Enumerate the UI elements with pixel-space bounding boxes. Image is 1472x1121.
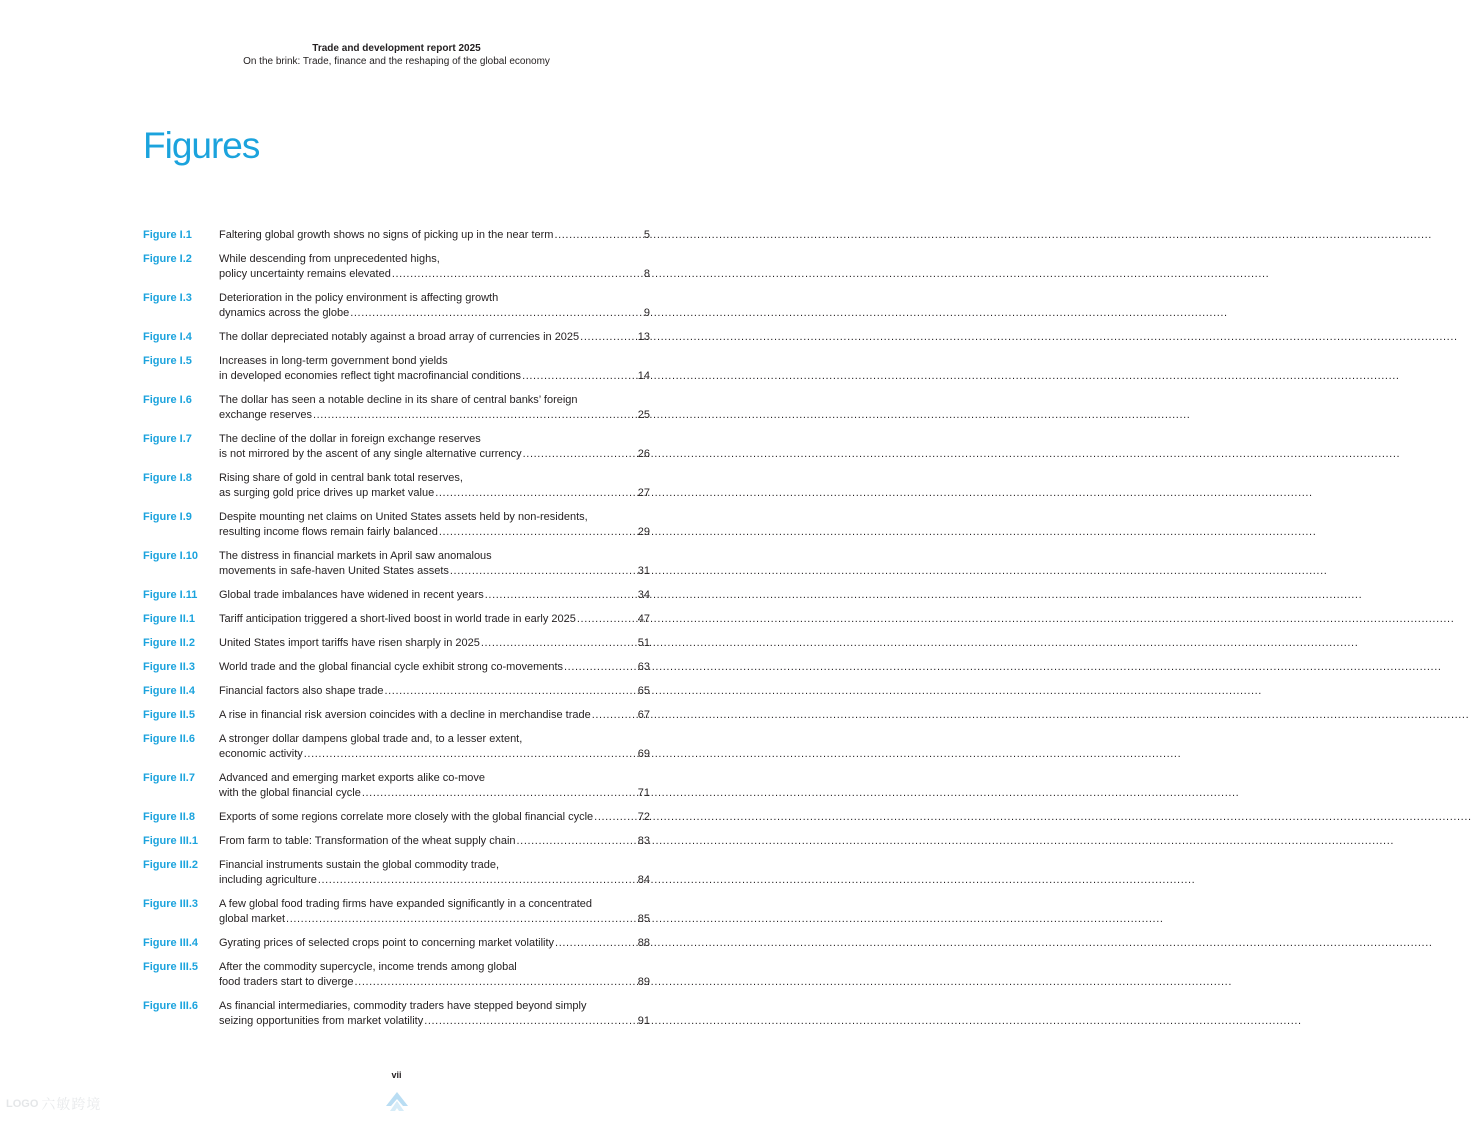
figure-title-text: in developed economies reflect tight macrofinancial conditions	[219, 370, 522, 382]
figure-entry-body	[219, 636, 650, 651]
figure-title-line	[219, 549, 650, 564]
figure-label: Figure I.4	[143, 331, 192, 343]
figure-entry-body	[219, 228, 650, 243]
figure-title-line	[219, 588, 650, 603]
figure-entry-body	[219, 549, 650, 579]
toc-entry[interactable]	[143, 354, 650, 384]
figure-title-line	[219, 330, 650, 345]
figure-label: Figure I.8	[143, 472, 192, 484]
dot-leader	[564, 660, 637, 675]
figure-title-text: As financial intermediaries, commodity traders have stepped beyond simply	[219, 1000, 587, 1012]
dot-leader	[592, 708, 637, 723]
figure-title-line	[219, 660, 650, 675]
toc-entry[interactable]	[143, 636, 650, 651]
figure-page-number[interactable]: 25	[637, 409, 650, 421]
figure-page-number[interactable]: 69	[637, 748, 650, 760]
figure-title-line	[219, 912, 650, 927]
figure-title-text: Despite mounting net claims on United States assets held by non-residents,	[219, 511, 588, 523]
figure-label: Figure II.5	[143, 709, 195, 721]
figure-title-line	[219, 747, 650, 762]
figure-entry-body	[219, 897, 650, 927]
figure-label: Figure II.1	[143, 613, 195, 625]
toc-entry[interactable]	[143, 510, 650, 540]
figure-title-text: The dollar depreciated notably against a broad array of currencies in 2025	[219, 331, 580, 343]
figure-title-line	[219, 786, 650, 801]
figure-title-text: as surging gold price drives up market value	[219, 487, 435, 499]
figure-page-number[interactable]: 65	[637, 685, 650, 697]
toc-entry[interactable]	[143, 708, 650, 723]
figure-page-number[interactable]: 71	[637, 787, 650, 799]
figure-page-number[interactable]: 63	[637, 661, 650, 673]
dot-leader	[362, 786, 637, 801]
page-header	[0, 43, 793, 68]
figure-entry-body	[219, 708, 650, 723]
dot-leader	[304, 747, 637, 762]
figure-entry-body	[219, 960, 650, 990]
figure-label: Figure II.8	[143, 811, 195, 823]
scroll-up-arrow-icon[interactable]	[384, 1090, 410, 1114]
toc-entry[interactable]	[143, 936, 650, 951]
dot-leader	[384, 684, 636, 699]
figure-label: Figure III.6	[143, 1000, 199, 1012]
toc-entry[interactable]	[143, 588, 650, 603]
figure-page-number[interactable]: 14	[637, 370, 650, 382]
figure-title-text: The decline of the dollar in foreign exchange reserves	[219, 433, 481, 445]
toc-entry[interactable]	[143, 897, 650, 927]
figure-title-line	[219, 810, 650, 825]
figure-page-number[interactable]: 13	[637, 331, 650, 343]
figure-title-line	[219, 510, 650, 525]
figure-label: Figure I.2	[143, 253, 192, 265]
dot-leader	[424, 1014, 637, 1029]
figure-page-number[interactable]: 67	[637, 709, 650, 721]
figure-page-number[interactable]: 31	[637, 565, 650, 577]
figure-title-text: The dollar has seen a notable decline in its share of central banks’ foreign	[219, 394, 578, 406]
toc-entry[interactable]	[143, 960, 650, 990]
figure-title-line	[219, 228, 650, 243]
figure-title-text: resulting income flows remain fairly balanced	[219, 526, 438, 538]
figure-label: Figure I.5	[143, 355, 192, 367]
figure-title-line	[219, 267, 650, 282]
figure-label: Figure I.7	[143, 433, 192, 445]
figure-label: Figure II.6	[143, 733, 195, 745]
dot-leader	[580, 330, 637, 345]
figure-title-text: economic activity	[219, 748, 303, 760]
figure-label: Figure II.3	[143, 661, 195, 673]
figure-entry-body	[219, 252, 650, 282]
toc-entry[interactable]	[143, 858, 650, 888]
toc-entry[interactable]	[143, 291, 650, 321]
toc-entry[interactable]	[143, 999, 650, 1029]
toc-entry[interactable]	[143, 732, 650, 762]
dot-leader	[450, 564, 637, 579]
figure-title-line	[219, 471, 650, 486]
dot-leader	[522, 369, 637, 384]
figure-title-text: Gyrating prices of selected crops point to concerning market volatility	[219, 937, 555, 949]
figure-title-text: Financial instruments sustain the global commodity trade,	[219, 859, 500, 871]
figure-page-number[interactable]: 5	[643, 229, 650, 241]
watermark	[6, 1094, 101, 1114]
dot-leader	[594, 810, 637, 825]
figure-label: Figure I.6	[143, 394, 192, 406]
figure-label: Figure I.1	[143, 229, 192, 241]
figure-page-number[interactable]: 26	[637, 448, 650, 460]
figure-title-text: is not mirrored by the ascent of any single alternative currency	[219, 448, 522, 460]
figure-label: Figure I.10	[143, 550, 199, 562]
figure-page-number[interactable]: 91	[637, 1015, 650, 1027]
figure-title-text: with the global financial cycle	[219, 787, 361, 799]
figure-entry-body	[219, 858, 650, 888]
toc-entry[interactable]	[143, 252, 650, 282]
toc-entry[interactable]	[143, 612, 650, 627]
watermark-text: 六敏跨境	[41, 1096, 102, 1112]
figure-title-line	[219, 291, 650, 306]
toc-entry[interactable]	[143, 393, 650, 423]
figure-title-text: dynamics across the globe	[219, 307, 350, 319]
toc-entry[interactable]	[143, 660, 650, 675]
toc-entry[interactable]	[143, 834, 650, 849]
figure-label: Figure III.1	[143, 835, 199, 847]
figures-list	[143, 228, 650, 1038]
figure-page-number[interactable]: 29	[637, 526, 650, 538]
toc-entry[interactable]	[143, 228, 650, 243]
figure-label: Figure I.3	[143, 292, 192, 304]
figure-title-text: policy uncertainty remains elevated	[219, 268, 391, 280]
figure-title-line	[219, 834, 650, 849]
figure-entry-body	[219, 471, 650, 501]
figure-title-line	[219, 369, 650, 384]
dot-leader	[286, 912, 637, 927]
figure-title-line	[219, 975, 650, 990]
figure-title-line	[219, 708, 650, 723]
toc-entry[interactable]	[143, 684, 650, 699]
figure-title-line	[219, 858, 650, 873]
figure-title-line	[219, 432, 650, 447]
figure-title-text: A few global food trading firms have expanded significantly in a concentrated	[219, 898, 593, 910]
figure-entry-body	[219, 999, 650, 1029]
dot-leader	[435, 486, 637, 501]
figure-entry-body	[219, 771, 650, 801]
report-subtitle: On the brink: Trade, finance and the reshaping of the global economy	[243, 56, 550, 67]
figure-entry-body	[219, 732, 650, 762]
figure-title-line	[219, 636, 650, 651]
toc-entry[interactable]	[143, 549, 650, 579]
figure-title-line	[219, 897, 650, 912]
dot-leader	[350, 306, 643, 321]
figure-title-text: Global trade imbalances have widened in recent years	[219, 589, 484, 601]
page-title: Figures	[143, 125, 260, 166]
figure-page-number[interactable]: 72	[637, 811, 650, 823]
figure-title-text: Exports of some regions correlate more closely with the global financial cycle	[219, 811, 594, 823]
figure-title-text: A rise in financial risk aversion coincides with a decline in merchandise trade	[219, 709, 591, 721]
figure-title-text: The distress in financial markets in April saw anomalous	[219, 550, 492, 562]
watermark-logo-icon: LOGO	[6, 1098, 39, 1110]
figure-title-line	[219, 306, 650, 321]
figure-entry-body	[219, 330, 650, 345]
figure-label: Figure II.2	[143, 637, 195, 649]
figure-title-line	[219, 447, 650, 462]
toc-entry[interactable]	[143, 432, 650, 462]
dot-leader	[577, 612, 637, 627]
figure-page-number[interactable]: 8	[643, 268, 650, 280]
figure-title-line	[219, 732, 650, 747]
figure-title-line	[219, 873, 650, 888]
figure-entry-body	[219, 660, 650, 675]
figure-page-number[interactable]: 83	[637, 835, 650, 847]
figure-title-text: Faltering global growth shows no signs of picking up in the near term	[219, 229, 554, 241]
figure-title-text: Increases in long-term government bond yields	[219, 355, 448, 367]
figure-title-text: While descending from unprecedented highs,	[219, 253, 440, 265]
figure-title-text: Deterioration in the policy environment is affecting growth	[219, 292, 499, 304]
figure-label: Figure III.2	[143, 859, 199, 871]
figure-title-line	[219, 960, 650, 975]
figure-label: Figure II.4	[143, 685, 195, 697]
dot-leader	[313, 408, 637, 423]
figure-label: Figure II.7	[143, 772, 195, 784]
figure-page-number[interactable]: 27	[637, 487, 650, 499]
dot-leader	[392, 267, 643, 282]
dot-leader	[318, 873, 637, 888]
figure-title-text: exchange reserves	[219, 409, 312, 421]
figure-title-text: global market	[219, 913, 286, 925]
figure-title-text: A stronger dollar dampens global trade and, to a lesser extent,	[219, 733, 523, 745]
figure-title-text: Advanced and emerging market exports alike co-move	[219, 772, 485, 784]
page-number: vii	[391, 1070, 402, 1080]
figure-title-text: including agriculture	[219, 874, 317, 886]
figure-title-line	[219, 525, 650, 540]
figure-title-line	[219, 684, 650, 699]
figure-title-text: Financial factors also shape trade	[219, 685, 384, 697]
dot-leader	[554, 228, 642, 243]
figure-page-number[interactable]: 85	[637, 913, 650, 925]
figure-page-number[interactable]: 47	[637, 613, 650, 625]
figure-title-line	[219, 408, 650, 423]
figure-title-line	[219, 252, 650, 267]
figure-title-text: seizing opportunities from market volatility	[219, 1015, 424, 1027]
dot-leader	[355, 975, 637, 990]
figure-page-number[interactable]: 9	[643, 307, 650, 319]
figure-title-line	[219, 486, 650, 501]
figure-title-text: World trade and the global financial cycle exhibit strong co-movements	[219, 661, 564, 673]
figure-title-line	[219, 771, 650, 786]
dot-leader	[555, 936, 637, 951]
figure-page-number[interactable]: 51	[637, 637, 650, 649]
figure-entry-body	[219, 510, 650, 540]
figure-title-text: Tariff anticipation triggered a short-lived boost in world trade in early 2025	[219, 613, 576, 625]
figure-title-line	[219, 354, 650, 369]
figure-entry-body	[219, 588, 650, 603]
figure-label: Figure III.4	[143, 937, 199, 949]
figure-title-text: After the commodity supercycle, income trends among global	[219, 961, 517, 973]
figure-entry-body	[219, 393, 650, 423]
toc-entry[interactable]	[143, 330, 650, 345]
toc-entry[interactable]	[143, 471, 650, 501]
figure-title-text: United States import tariffs have risen sharply in 2025	[219, 637, 480, 649]
dot-leader	[439, 525, 637, 540]
figure-label: Figure III.5	[143, 961, 199, 973]
figure-entry-body	[219, 936, 650, 951]
figure-page-number[interactable]: 34	[637, 589, 650, 601]
figure-label: Figure I.11	[143, 589, 198, 601]
figure-title-line	[219, 612, 650, 627]
figure-title-line	[219, 1014, 650, 1029]
figure-entry-body	[219, 291, 650, 321]
figure-page-number[interactable]: 84	[637, 874, 650, 886]
figure-entry-body	[219, 834, 650, 849]
figure-entry-body	[219, 612, 650, 627]
figure-title-line	[219, 936, 650, 951]
figure-page-number[interactable]: 88	[637, 937, 650, 949]
figure-entry-body	[219, 810, 650, 825]
dot-leader	[517, 834, 637, 849]
figure-label: Figure III.3	[143, 898, 199, 910]
toc-entry[interactable]	[143, 771, 650, 801]
figure-page-number[interactable]: 89	[637, 976, 650, 988]
figure-title-line	[219, 393, 650, 408]
figure-title-line	[219, 999, 650, 1014]
dot-leader	[523, 447, 637, 462]
figure-title-line	[219, 564, 650, 579]
figure-entry-body	[219, 684, 650, 699]
figure-label: Figure I.9	[143, 511, 192, 523]
figure-title-text: Rising share of gold in central bank total reserves,	[219, 472, 463, 484]
toc-entry[interactable]	[143, 810, 650, 825]
dot-leader	[481, 636, 637, 651]
dot-leader	[485, 588, 637, 603]
figure-title-text: food traders start to diverge	[219, 976, 354, 988]
figure-title-text: movements in safe-haven United States assets	[219, 565, 449, 577]
figure-entry-body	[219, 432, 650, 462]
figure-title-text: From farm to table: Transformation of the wheat supply chain	[219, 835, 516, 847]
figure-entry-body	[219, 354, 650, 384]
report-title: Trade and development report 2025	[312, 43, 481, 54]
